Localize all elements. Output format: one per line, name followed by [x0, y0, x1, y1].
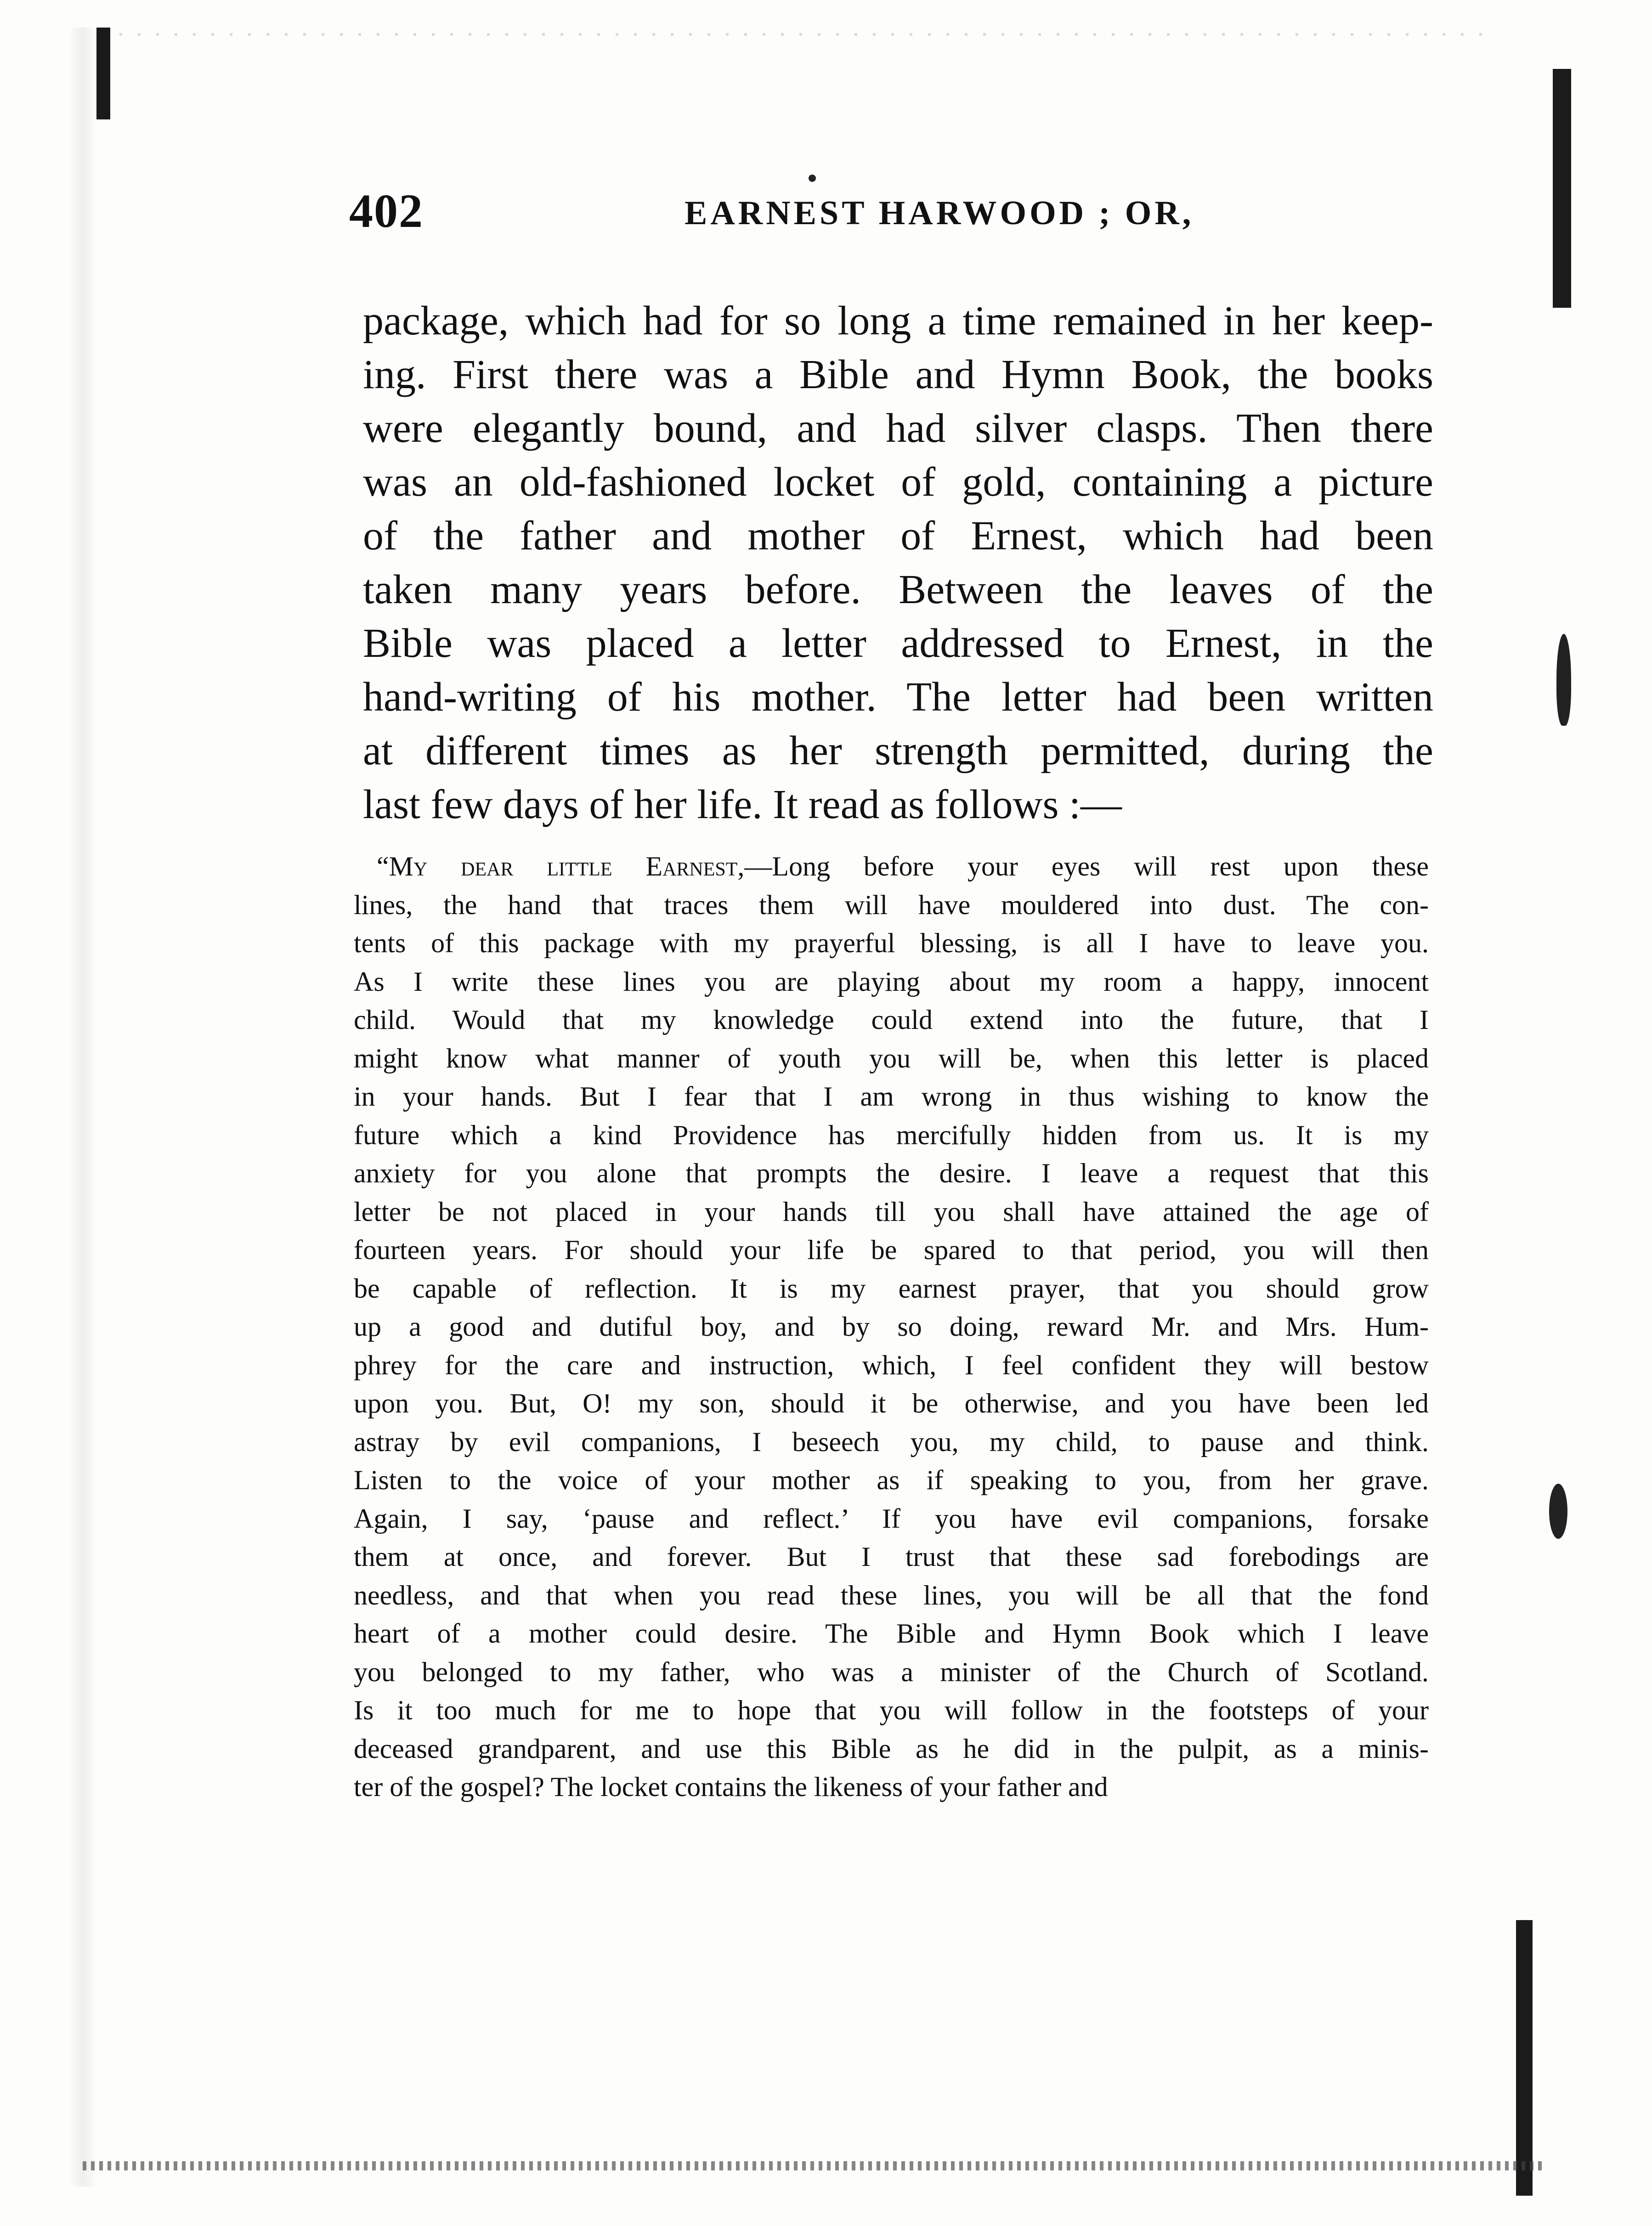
letter-line: might know what manner of youth you will be, when this letter is placed [354, 1043, 1429, 1073]
scan-artifact-top-left [96, 28, 110, 119]
letter-line: astray by evil companions, I beseech you, my child, to pause and think. [354, 1426, 1429, 1457]
letter-line: needless, and that when you read these lines, you will be all that the fond [354, 1580, 1429, 1610]
letter-line: lines, the hand that traces them will have mouldered into dust. The con- [354, 889, 1429, 920]
scan-shadow-left [69, 28, 96, 2186]
letter-line: As I write these lines you are playing about my room a happy, innocent [354, 966, 1429, 997]
letter-line: heart of a mother could desire. The Bible and Hymn Book which I leave [354, 1618, 1429, 1649]
letter-salutation: “My dear little Earnest, [377, 851, 745, 881]
body-line: were elegantly bound, and had silver clasps. Then there [363, 406, 1433, 451]
body-paragraph [363, 294, 1433, 831]
letter-line: them at once, and forever. But I trust that these sad forebodings are [354, 1542, 1429, 1572]
letter-line: fourteen years. For should your life be spared to that period, you will then [354, 1235, 1429, 1265]
letter-line: —Long before your eyes will rest upon these [744, 851, 1429, 881]
body-line: Bible was placed a letter addressed to Ernest, in the [363, 621, 1433, 666]
body-line: last few days of her life. It read as follows :— [363, 782, 1122, 827]
letter-text [354, 847, 1429, 1807]
body-line: taken many years before. Between the leaves of the [363, 567, 1433, 612]
body-line: at different times as her strength permitted, during the [363, 728, 1433, 774]
letter-line: child. Would that my knowledge could extend into the future, that I [354, 1005, 1429, 1035]
body-line: of the father and mother of Ernest, which had been [363, 513, 1433, 559]
letter-line: ter of the gospel? The locket contains the likeness of your father and [354, 1772, 1108, 1802]
letter-line: anxiety for you alone that prompts the desire. I leave a request that this [354, 1158, 1429, 1188]
letter-line: Is it too much for me to hope that you will follow in the footsteps of your [354, 1695, 1429, 1725]
scan-artifact-right-middle [1556, 634, 1571, 726]
scan-artifact-top-edge [119, 33, 1498, 36]
letter-line: Listen to the voice of your mother as if speaking to you, from her grave. [354, 1465, 1429, 1495]
scan-artifact-right-top [1553, 69, 1571, 308]
body-line: ing. First there was a Bible and Hymn Book, the books [363, 352, 1433, 397]
letter-line: up a good and dutiful boy, and by so doing, reward Mr. and Mrs. Hum- [354, 1311, 1429, 1342]
letter-line: phrey for the care and instruction, which, I feel confident they will bestow [354, 1350, 1429, 1380]
letter-line: upon you. But, O! my son, should it be otherwise, and you have been led [354, 1388, 1429, 1418]
body-line: was an old-fashioned locket of gold, containing a picture [363, 459, 1433, 505]
letter-line: you belonged to my father, who was a minister of the Church of Scotland. [354, 1656, 1429, 1687]
page-number: 402 [349, 185, 424, 237]
body-line: package, which had for so long a time remained in her keep- [363, 298, 1433, 344]
body-line: hand-writing of his mother. The letter had been written [363, 674, 1433, 720]
running-title: EARNEST HARWOOD ; OR, [685, 194, 1194, 232]
letter-line: deceased grandparent, and use this Bible as he did in the pulpit, as a minis- [354, 1733, 1429, 1764]
scan-artifact-right-bottom [1516, 1920, 1533, 2196]
letter-line: letter be not placed in your hands till you shall have attained the age of [354, 1196, 1429, 1227]
letter-line: tents of this package with my prayerful blessing, is all I have to leave you. [354, 928, 1429, 958]
running-head [349, 184, 1498, 257]
letter-first-line [354, 847, 1429, 886]
ink-dot [809, 175, 816, 182]
letter-line: in your hands. But I fear that I am wrong in thus wishing to know the [354, 1081, 1429, 1112]
scan-artifact-right-lower [1549, 1484, 1567, 1539]
letter-line: Again, I say, ‘pause and reflect.’ If you have evil companions, forsake [354, 1503, 1429, 1534]
letter-line: future which a kind Providence has mercifully hidden from us. It is my [354, 1119, 1429, 1150]
letter-line: be capable of reflection. It is my earnest prayer, that you should grow [354, 1273, 1429, 1304]
scan-artifact-bottom-edge [83, 2161, 1544, 2170]
